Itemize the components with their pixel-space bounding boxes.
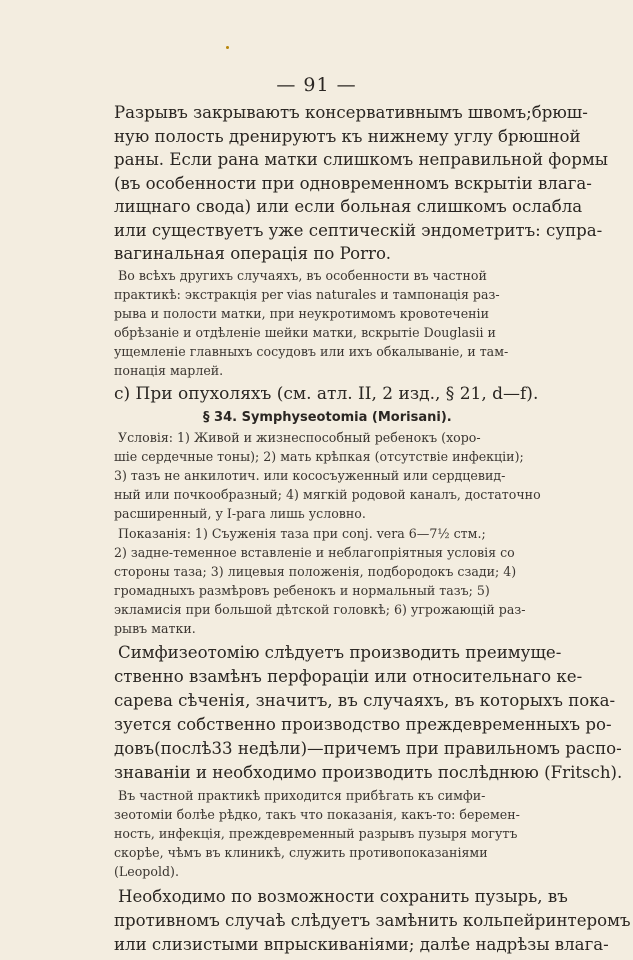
page-number: — 91 —: [276, 74, 357, 96]
text-line: обрѣзаніе и отдѣленіе шейки матки, вскрытіе Douglasii и: [114, 325, 496, 340]
text-line: стороны таза; 3) лицевыя положенія, подбородокъ сзади; 4): [114, 564, 517, 579]
text-line: саревa сѣченія, значитъ, въ случаяхъ, въ которыхъ пока-: [114, 691, 616, 710]
text-line: понація марлей.: [114, 363, 224, 378]
text-line: экламисія при большой дѣтской головкѣ; 6) угрожающій раз-: [114, 602, 526, 617]
text-line: ный или почкообразный; 4) мягкій родовой каналъ, достаточно: [114, 487, 541, 502]
text-line: Во всѣхъ другихъ случаяхъ, въ особенности въ частной: [118, 268, 487, 283]
text-line: c) При опухоляхъ (см. атл. II, 2 изд., § 21, d—f).: [114, 384, 539, 404]
text-line: знаваніи и необходимо производить послѣднюю (Fritsch).: [114, 763, 623, 782]
text-line: довъ(послѣ33 недѣли)—причемъ при правильномъ распо-: [114, 739, 622, 758]
text-line: рывъ матки.: [114, 621, 196, 636]
text-line: зуется собственно производство преждевременныхъ ро-: [114, 715, 612, 734]
text-line: Условія: 1) Живой и жизнеспособный ребенокъ (хоро-: [118, 430, 481, 445]
text-line: противномъ случаѣ слѣдуетъ замѣнить кольпейринтеромъ: [114, 911, 631, 930]
text-line: раны. Если рана матки слишкомъ неправильной формы: [114, 150, 608, 169]
ink-speck: [226, 46, 229, 49]
text-line: лищнаго свода) или если больная слишкомъ ослабла: [114, 197, 583, 216]
text-line: Необходимо по возможности сохранить пузырь, въ: [118, 887, 568, 906]
text-line: 2) задне-теменное вставленіе и неблагопріятныя условія со: [114, 545, 515, 560]
text-line: ственно взамѣнъ перфораціи или относительнаго ке-: [114, 667, 583, 686]
text-line: или существуетъ уже септическій эндометритъ: супра-: [114, 221, 603, 240]
text-line: Показанія: 1) Съуженія таза при conj. vera 6—7½ стм.;: [118, 526, 486, 541]
text-line: ущемленіе главныхъ сосудовъ или ихъ обкалываніе, и там-: [114, 344, 509, 359]
text-line: ную полость дренируютъ къ нижнему углу брюшной: [114, 127, 581, 146]
text-line: расширенный, у I-рага лишь условно.: [114, 506, 366, 521]
text-line: рыва и полости матки, при неукротимомъ кровотеченіи: [114, 306, 489, 321]
text-line: скорѣе, чѣмъ въ клиникѣ, служить противопоказаніями: [114, 845, 488, 860]
text-line: Разрывъ закрываютъ консервативнымъ швомъ;брюш-: [114, 103, 588, 122]
text-line: Въ частной практикѣ приходится прибѣгать къ симфи-: [118, 788, 486, 803]
text-line: вагинальная операція по Porro.: [114, 244, 391, 263]
text-line: ность, инфекція, преждевременный разрывъ пузыря могутъ: [114, 826, 518, 841]
text-line: (въ особенности при одновременномъ вскрытіи влага-: [114, 174, 592, 193]
text-line: § 34. Symphyseotomia (Morisani).: [203, 410, 452, 425]
text-line: шіе сердечные тоны); 2) мать крѣпкая (отсутствіе инфекціи);: [114, 449, 524, 464]
text-line: практикѣ: экстракція per vias naturales и тампонація раз-: [114, 287, 500, 302]
text-line: Симфизеотомію слѣдуетъ производить преимуще-: [118, 643, 562, 662]
text-line: зеотоміи болѣе рѣдко, такъ что показанія, какъ-то: беремен-: [114, 807, 520, 822]
text-line: или слизистыми впрыскиваніями; далѣе надрѣзы влага-: [114, 935, 609, 954]
text-line: 3) тазъ не анкилотич. или кососъуженный или сердцевид-: [114, 468, 506, 483]
text-line: громадныхъ размѣровъ ребенокъ и нормальный тазъ; 5): [114, 583, 490, 598]
text-line: (Leopold).: [114, 864, 179, 879]
